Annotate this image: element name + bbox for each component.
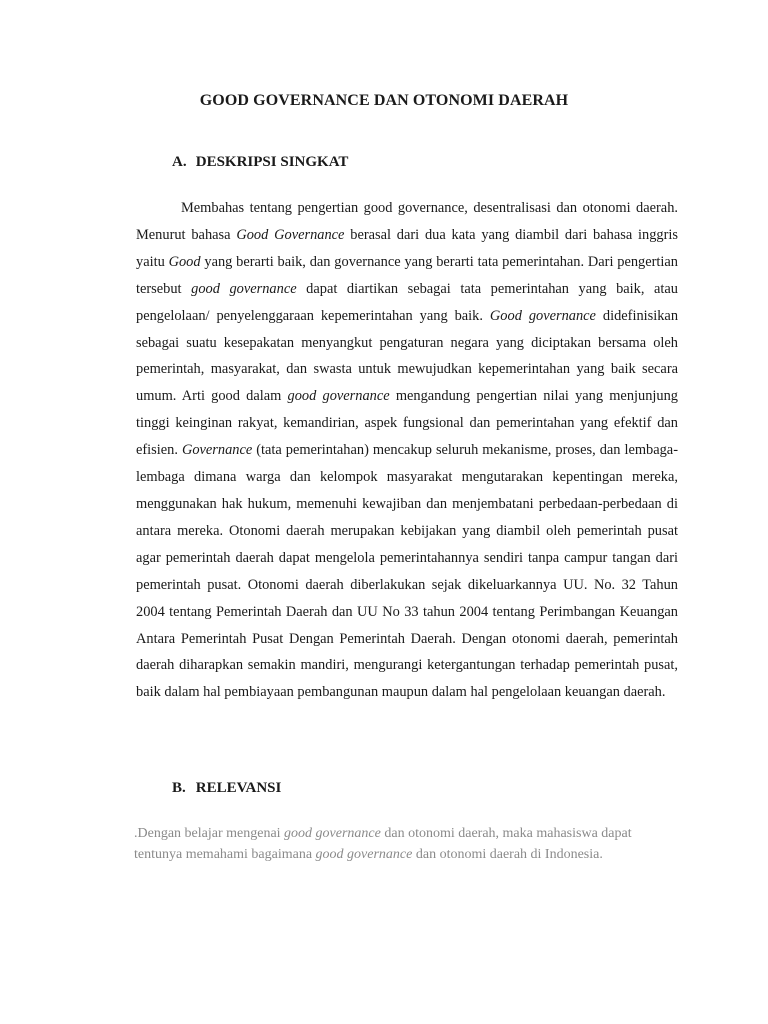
italic-text-run: good governance <box>287 388 390 405</box>
italic-text-run: Good governance <box>489 307 596 324</box>
text-run: (tata pemerintahan) mencakup seluruh mekanisme, proses, dan lembaga-lembaga dimana warga dan kelompok masyarakat mengutarakan kepentingan mereka, menggunakan hak hukum, memenuhi kewajiban dan menjembatani perbedaan-perbedaan di antara mereka. Otonomi daerah merupakan kebijakan yang diambil oleh pemerintah pusat agar pemerintah daerah dapat mengelola pemerintahannya sendiri tanpa campur tangan dari pemerintah pusat. Otonomi daerah diberlakukan sejak dikeluarkannya UU. No. 32 Tahun 2004 tentang Pemerintah Daerah dan UU No 33 tahun 2004 tentang Perimbangan Keuangan Antara Pemerintah Pusat Dengan Pemerintah Daerah. Dengan otonomi daerah, pemerintah daerah diharapkan semakin mandiri, mengurangi ketergantungan terhadap pemerintah pusat, baik dalam hal pembiayaan pembangunan maupun dalam hal pengelolaan keuangan daerah. <box>136 442 678 701</box>
text-run: .Dengan belajar mengenai <box>134 826 285 841</box>
italic-text-run: good governance <box>315 847 413 862</box>
section-title-b: RELEVANSI <box>195 780 282 796</box>
text-run: dapat diartikan sebagai tata pemerintahan yang baik, atau pengelolaan/ penyelenggaraan kepemerintahan yang baik. <box>136 280 678 324</box>
text-run: berasal dari dua kata yang diambil dari bahasa inggris yaitu <box>136 226 678 270</box>
text-run: Membahas tentang pengertian good governance, desentralisasi dan otonomi daerah. Menurut bahasa <box>136 200 678 243</box>
section-heading-b <box>172 780 281 797</box>
text-run: didefinisikan sebagai suatu kesepakatan menyangkut pengaturan negara yang diciptakan bersama oleh pemerintah, masyarakat, dan swasta untuk mewujudkan kepemerintahan yang baik secara umum. Arti good dalam <box>136 307 679 405</box>
italic-text-run: good governance <box>284 826 381 841</box>
text-run: yang berarti baik, dan governance yang berarti tata pemerintahan. Dari pengertian tersebut <box>136 253 679 297</box>
italic-text-run: Good <box>168 253 201 270</box>
text-run: dan otonomi daerah, maka mahasiswa dapat tentunya memahami bagaimana <box>134 826 632 862</box>
text-run: mengandung pengertian nilai yang menjunjung tinggi keinginan rakyat, kemandirian, aspek fungsional dan pemerintahan yang efektif dan efisien. <box>136 388 678 459</box>
italic-text-run: Good Governance <box>236 226 345 243</box>
italic-text-run: Governance <box>181 442 253 459</box>
italic-text-run: good governance <box>191 280 297 297</box>
section-title-a: DESKRIPSI SINGKAT <box>195 154 349 170</box>
text-run: dan otonomi daerah di Indonesia. <box>412 847 603 862</box>
section-number-a: A. <box>172 154 187 170</box>
description-paragraph-content <box>136 200 678 700</box>
section-heading-a <box>172 154 348 171</box>
section-number-b: B. <box>172 780 186 796</box>
description-paragraph <box>136 195 678 706</box>
relevance-paragraph <box>134 823 674 865</box>
document-title: GOOD GOVERNANCE DAN OTONOMI DAERAH <box>199 92 569 109</box>
